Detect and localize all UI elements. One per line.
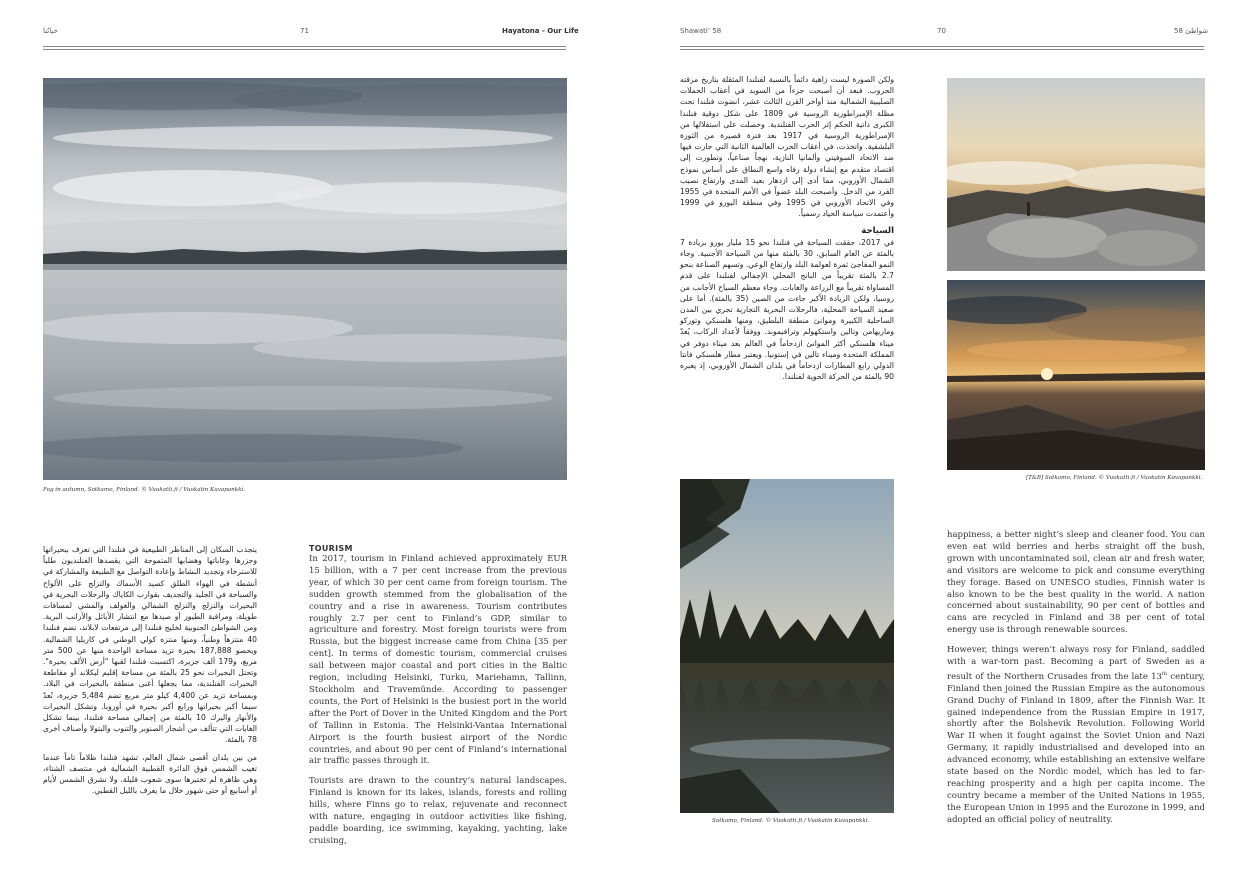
header-page-number-left: 71 xyxy=(300,27,309,35)
arabic-tourism-paragraph: في 2017، حققت السياحة في فنلندا نحو 15 مليار يورو بزيادة 7 بالمئة عن العام السابق، 30 بالمئة منها من السياحة الأجنبية. وجاء النمو المفاجئ ثمرة لعولمة البلد وارتفاع الوعي. وتسهم الصناعة بنحو 2.7 بالمئة تقريباً من الناتج المحلي الإجمالي لفنلندا على قدم المساواة تقريباً مع الزراعة والغابات. وجاء معظم السياح الأجانب من روسيا، ولكن الزيادة الأكبر جاءت من الصين (35 بالمئة). أما على صعيد السياحة المحلية، فالرحلات البحرية التجارية تجري بين المدن الساحلية الكبيرة وموانئ منطقة البلطيق، ومنها هلسنكي وتوركو وماريهامن وتالين واستكهولم وترافيموند. ووفقاً لأعداد الركاب، يُعدّ ميناء هلسنكي أكثر الموانئ ازدحاماً في العالم بعد ميناء دوفر في المملكة المتحدة وميناء تالين في إستونيا. ويعتبر مطار هلسنكي فانتا الدولي رابع المطارات ازدحاماً في بلدان الشمال الأوروبي، إذ يعبره 90 بالمئة من الحركة الجوية لفنلندا. xyxy=(680,237,894,382)
english-history-paragraph xyxy=(947,645,1205,826)
arabic-polar-night-paragraph: من بين بلدان أقصى شمال العالم، تشهد فنلندا ظلاماً تاماً عندما تغيب الشمس فوق الدائرة القطبية الشمالية في منتصف الشتاء، وهي ظاهرة لم تختبرها سوى شعوب قليلة. ولا تشرق الشمس لأيام أو أسابيع أو حتى شهور خلال ما يعرف بالليل القطبي. xyxy=(43,752,257,796)
arabic-tourism-heading: السياحة xyxy=(861,225,894,236)
sunrise-fog-photo xyxy=(947,78,1205,271)
english-history-column xyxy=(947,530,1205,835)
top-right-photo-caption: [T&B] Sotkamo, Finland. © Vuokatti.fi / Vuokatin Kuvapankki. xyxy=(1026,475,1203,481)
header-page-number-right: 70 xyxy=(937,27,946,35)
english-history-text-b: century, Finland then joined the Russian Empire as the autonomous Grand Duchy of Finland in 1809, after the Finnish War. It gained independence from the Russian Empire in 1917, shortly after the Bolshevik Revolution. Following World War II when it fought against the Soviet Union and Nazi Germany, it rapidly industrialised and developed into an advanced economy, while establishing an extensive welfare state based on the Nordic model, which has led to far-reaching prosperity and a high per capita income. The country became a member of the United Nations in 1955, the European Union in 1995 and the Eurozone in 1999, and adopted an official policy of neutrality. xyxy=(947,671,1205,825)
arabic-history-block xyxy=(680,74,894,388)
sunset-lake-photo xyxy=(947,280,1205,470)
english-happiness-paragraph: happiness, a better night’s sleep and cleaner food. You can even eat wild berries and herbs straight off the bush, grown with uncontaminated soil, clean air and fresh water, and visitors are welcome to pick and consume everything they forage. Based on UNESCO studies, Finnish water is also known to be the best quality in the world. A nation concerned about sustainability, 90 per cent of bottles and cans are recycled in Finland and 38 per cent of total energy use is through renewable sources. xyxy=(947,530,1205,636)
english-landscape-paragraph: Tourists are drawn to the country’s natural landscapes. Finland is known for its lakes, islands, forests and rolling hills, where Finns go to relax, rejuvenate and reconnect with nature, engaging in outdoor activities like fishing, paddle boarding, ice swimming, kayaking, yachting, lake cruising, xyxy=(309,776,567,846)
header-arabic-left: حياتُنا xyxy=(43,27,58,35)
english-history-text-a: However, things weren’t always rosy for Finland, saddled with a war-torn past. Becoming a part of Sweden as a result of the Northern Crusades from the late 13 xyxy=(947,645,1205,682)
forest-lake-photo-caption: Sotkamo, Finland. © Vuokatti.fi / Vuokatin Kuvapankki. xyxy=(712,818,870,824)
english-tourism-paragraph: In 2017, tourism in Finland achieved approximately EUR 15 billion, with a 7 per cent increase from the previous year, of which 30 per cent came from foreign tourism. The sudden growth stemmed from the globalisation of the country and a rise in awareness. Tourism contributes roughly 2.7 per cent to Finland’s GDP, similar to agriculture and forestry. Most foreign tourists were from Russia, but the biggest increase came from China [35 per cent]. In terms of domestic tourism, commercial cruises sail between major coastal and port cities in the Baltic region, including Helsinki, Turku, Mariehamn, Tallinn, Stockholm and Travemünde. According to passenger counts, the Port of Helsinki is the busiest port in the world after the Port of Dover in the United Kingdom and the Port of Tallinn in Estonia. The Helsinki-Vantaa International Airport is the fourth busiest airport of the Nordic countries, and about 90 per cent of Finland’s international air traffic passes through it. xyxy=(309,554,567,767)
header-rule-right xyxy=(680,46,1204,47)
header-rule-left-2 xyxy=(43,49,566,50)
english-tourism-heading: TOURISM xyxy=(309,544,353,553)
header-issue-right: Shawati’ 58 xyxy=(680,27,722,35)
english-history-superscript: th xyxy=(1161,670,1168,677)
arabic-history-paragraph: ولكن الصورة ليست زاهية دائماً بالنسبة لفنلندا المثقلة بتاريخ مزقته الحروب. فبعد أن أصبحت جزءاً من السويد في أعقاب الحملات الصليبية الشمالية منذ أواخر القرن الثالث عشر، انضوت فنلندا تحت مظلة الإمبراطورية الروسية في 1809 على شكل دوقية فنلندا الكبرى ذاتية الحكم إثر الحرب الفنلندية. وحصلت على استقلالها من الإمبراطورية الروسية في 1917 بعد فترة قصيرة من الثورة البلشفية. واتخذت، في أعقاب الحرب العالمية الثانية التي جارت فيها ضد الاتحاد السوفيتي وألمانيا النازية، نهجاً صناعياً، وتطورت إلى اقتصاد متقدم مع إنشاء دولة رفاه واسع النطاق على أساس نموذج الشمال الأوروبي، مما أدى إلى ازدهار بعيد المدى وارتفاع نصيب الفرد من الدخل. وأصبحت البلد عضواً في الأمم المتحدة في 1955 وفي الاتحاد الأوروبي في 1995 وفي منطقة اليورو في 1999 وأعتمدت سياسة الحياد رسمياً. xyxy=(680,75,895,219)
header-rule-right-2 xyxy=(680,49,1204,50)
arabic-nature-paragraph: ينجذب السكان إلى المناظر الطبيعية في فنلندا التي تعرف ببحيراتها وجزرها وغاباتها وهضابها المتموجة التي يقصدها الفنلنديون طلباً للاسترخاء وتجديد النشاط وإعادة التواصل مع الطبيعة والمشاركة في أنشطة في الهواء الطلق كصيد الأسماك والتزلج على الألواح والسباحة في الجليد والتجديف بقوارب الكاياك والرحلات البحرية في البحيرات والتزلج والتزلج الشمالي والغولف والمشي لمسافات طويلة، ومراقبة الطيور أو صيدها مع انتشار الأيائل والأرانب البرية. ومن الشواطئ الجنوبية لخليج فنلندا إلى مرتفعات لابلاند، تضم فنلندا 40 منتزهاً وطنياً، ومنها منتزه كولي الوطني في كاريليا الشمالية. ويحصو 187,888 بحيرة تزيد مساحة الواحدة منها عن 500 متر مربع، و179 ألف جزيرة، اكتسبت فنلندا لقبها "أرض الألف بحيرة". وتحتل البحيرات نحو 25 بالمئة من مساحة إقليم ليكلاند أو مقاطعة البحيرات الفنلندية، مما يجعلها أغنى منطقة بالبحيرات في البلاد. وبمساحة تزيد عن 4,400 كيلو متر مربع تضم 5,484 جزيرة، تُعدّ سيما أكبر بحيراتها ورابع أكبر بحيرة في أوروبا. وتشكل البحيرات والأنهار والبرك 10 بالمئة من إجمالي مساحة فنلندا، بينما تشكل الغابات التي تتألف من أشجار الصنوبر والتنوب والبتولا وأصناف أخرى 78 بالمئة. xyxy=(43,545,258,745)
fog-photo-caption: Fog in autumn, Sotkamo, Finland. © Vuokatti.fi / Vuokatin Kuvapankki. xyxy=(43,487,246,493)
english-tourism-column xyxy=(309,543,567,856)
forest-lake-photo xyxy=(680,479,894,813)
header-title-left: Hayatona - Our Life xyxy=(502,27,579,35)
fog-lake-photo xyxy=(43,78,567,480)
arabic-nature-block xyxy=(43,544,257,802)
header-rule-left xyxy=(43,46,566,47)
header-arabic-right: شواطئ 58 xyxy=(1174,27,1208,35)
